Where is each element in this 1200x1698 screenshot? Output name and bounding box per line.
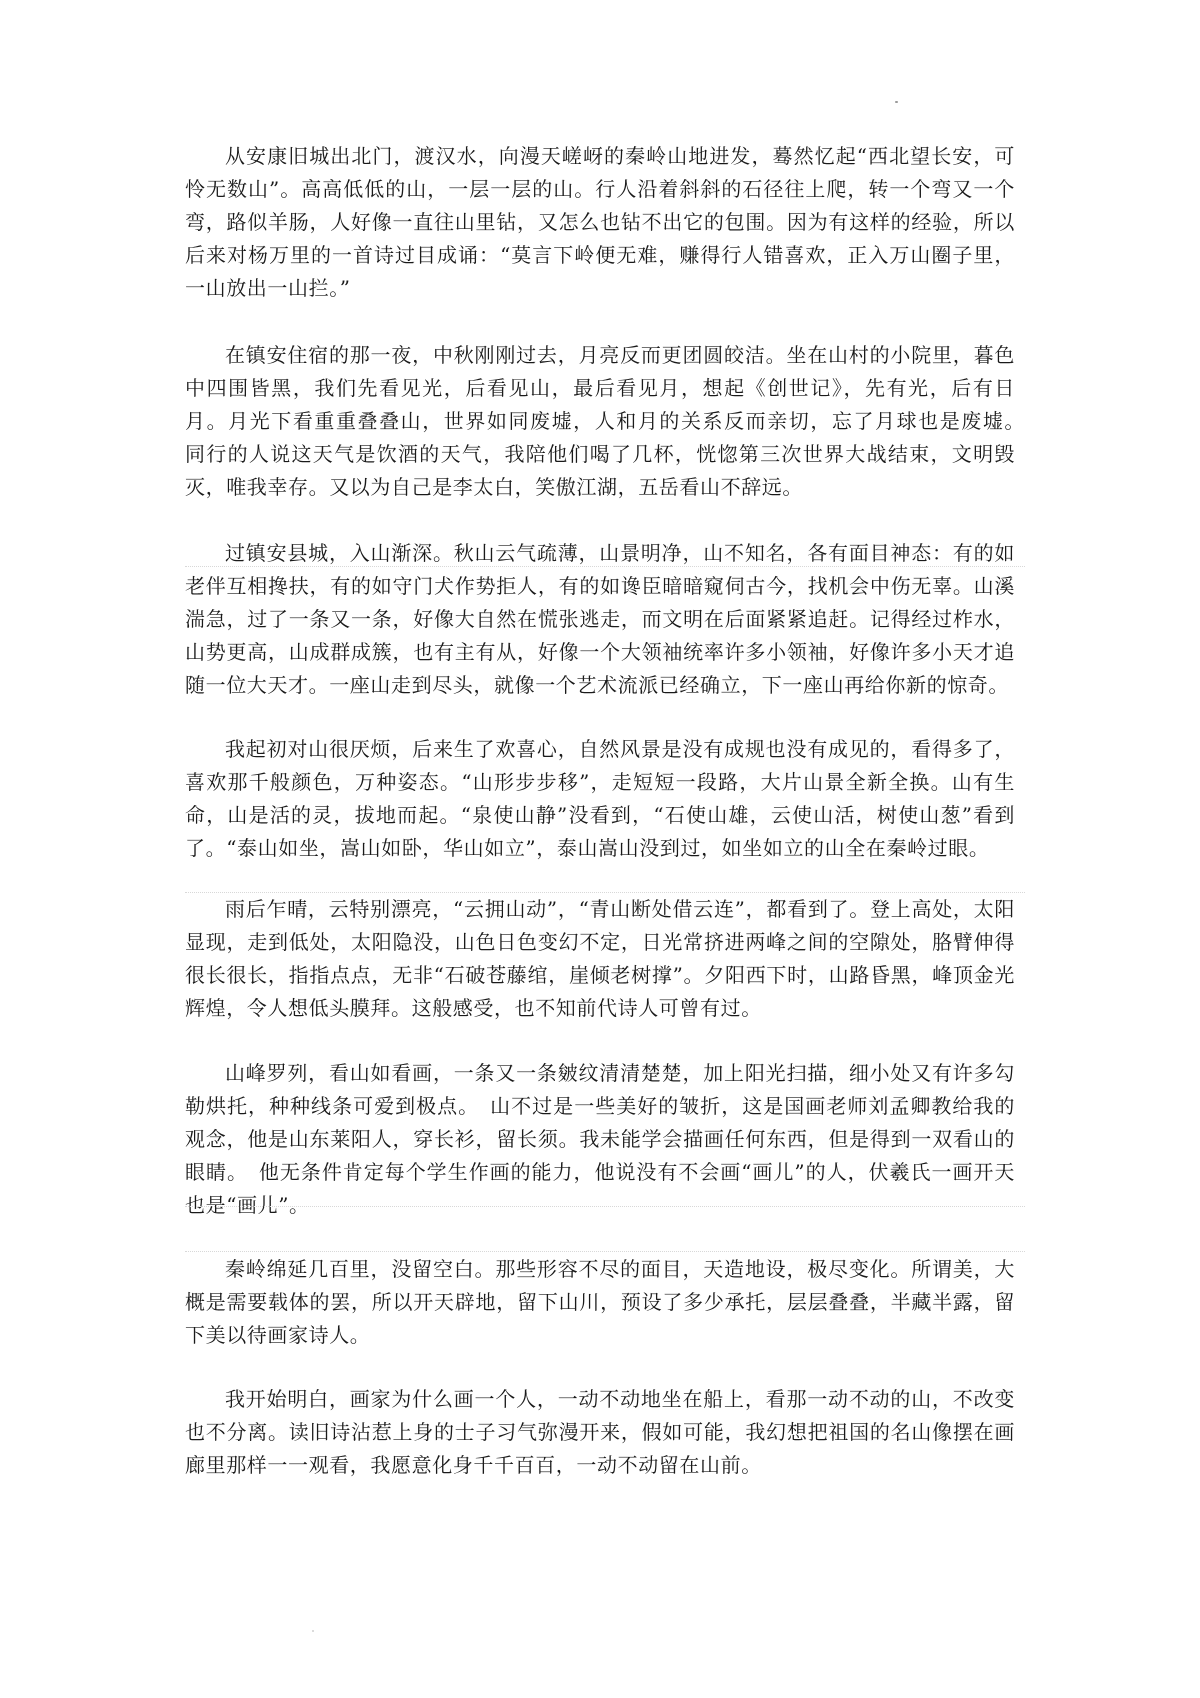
paragraph-5: 雨后乍晴，云特别漂亮，“云拥山动”，“青山断处借云连”，都看到了。登上高处，太阳显现，走到低处，太阳隐没，山色日色变幻不定，日光常挤进两峰之间的空隙处，胳臂伸得很长很长，指指点点，无非“石破苍藤绾，崖倾老树撑”。夕阳西下时，山路昏黑，峰顶金光辉煌，令人想低头膜拜。这般感受，也不知前代诗人可曾有过。 [185,897,1015,1020]
paragraph-6: 山峰罗列，看山如看画，一条又一条皴纹清清楚楚，加上阳光扫描，细小处又有许多勾勒烘托，种种线条可爱到极点。 山不过是一些美好的皱折，这是国画老师刘孟卿教给我的观念，他是山东莱阳人，穿长衫，留长须。我未能学会描画任何东西，但是得到一双看山的眼睛。 他无条件肯定每个学生作画的能力，他说没有不会画“画儿”的人，伏羲氏一画开天也是“画儿”。 [185,1061,1015,1217]
paragraph-2: 在镇安住宿的那一夜，中秋刚刚过去，月亮反而更团圆皎洁。坐在山村的小院里，暮色中四围皆黑，我们先看见光，后看见山，最后看见月，想起《创世记》，先有光，后有日月。月光下看重重叠叠山，世界如同废墟，人和月的关系反而亲切，忘了月球也是废墟。 同行的人说这天气是饮酒的天气，我陪他们喝了几杯，恍惚第三次世界大战结束，文明毁灭，唯我幸存。又以为自己是李太白，笑傲江湖，五岳看山不辞远。 [185,343,1036,499]
faint-divider [185,1251,1025,1252]
paragraph-8: 我开始明白，画家为什么画一个人，一动不动地坐在船上，看那一动不动的山，不改变也不分离。读旧诗沾惹上身的士子习气弥漫开来，假如可能，我幻想把祖国的名山像摆在画廊里那样一一观看，我愿意化身千千百百，一动不动留在山前。 [185,1387,1015,1477]
paragraph-3: 过镇安县城，入山渐深。秋山云气疏薄，山景明净，山不知名，各有面目神态：有的如老伴互相搀扶，有的如守门犬作势拒人，有的如谗臣暗暗窥伺古今，找机会中伤无辜。山溪湍急，过了一条又一条，好像大自然在慌张逃走，而文明在后面紧紧追赶。记得经过柞水，山势更高，山成群成簇，也有主有从，好像一个大领袖统率许多小领袖，好像许多小天才追随一位大天才。一座山走到尽头，就像一个艺术流派已经确立，下一座山再给你新的惊奇。 [185,541,1015,697]
paragraph-7: 秦岭绵延几百里，没留空白。那些形容不尽的面目，天造地设，极尽变化。所谓美，大概是需要载体的罢，所以开天辟地，留下山川，预设了多少承托，层层叠叠，半藏半露，留下美以待画家诗人。 [185,1257,1015,1347]
paragraph-4: 我起初对山很厌烦，后来生了欢喜心，自然风景是没有成规也没有成见的，看得多了，喜欢那千般颜色，万种姿态。“山形步步移”，走短短一段路，大片山景全新全换。山有生命，山是活的灵，拔地而起。“泉使山静”没看到，“石使山雄，云使山活，树使山葱”看到了。“泰山如坐，嵩山如卧，华山如立”，泰山嵩山没到过，如坐如立的山全在秦岭过眼。 [185,737,1015,860]
faint-divider [185,566,1025,567]
paragraph-1: 从安康旧城出北门，渡汉水，向漫天嵯岈的秦岭山地进发，蓦然忆起“西北望长安，可怜无数山”。高高低低的山，一层一层的山。行人沿着斜斜的石径往上爬，转一个弯又一个弯，路似羊肠，人好像一直往山里钻，又怎么也钻不出它的包围。因为有这样的经验，所以后来对杨万里的一首诗过目成诵：“莫言下岭便无难，赚得行人错喜欢，正入万山圈子里，一山放出一山拦。” [185,144,1015,300]
faint-divider [185,1206,1025,1207]
scan-speck [312,1630,314,1632]
scan-speck [895,101,898,103]
